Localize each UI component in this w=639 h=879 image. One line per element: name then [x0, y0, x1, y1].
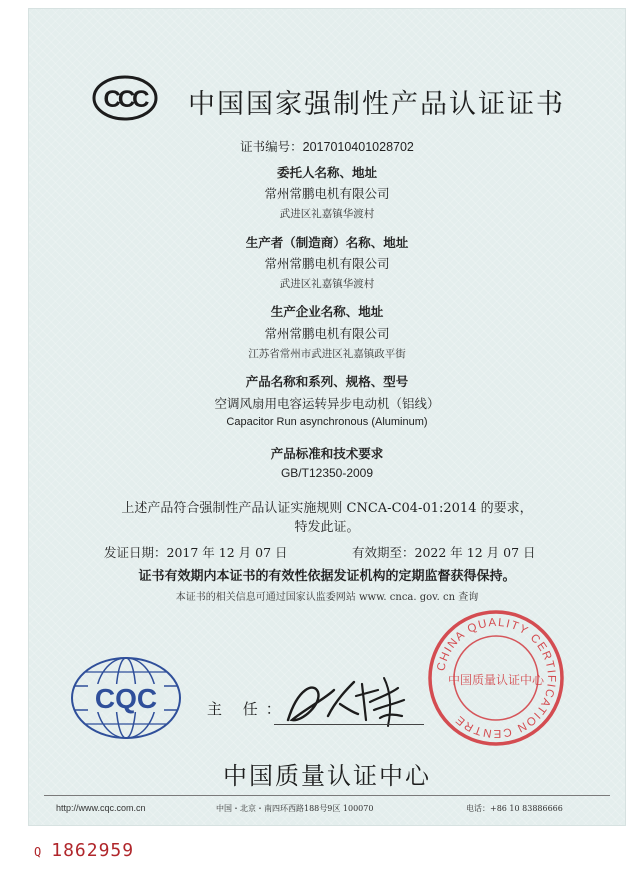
certificate-number-row: [28, 137, 626, 155]
ccc-logo-text: CCC: [103, 86, 147, 113]
certification-seal: [426, 608, 566, 748]
validity-note: 证书有效期内本证书的有效性依据发证机构的定期监督获得保持。: [138, 569, 516, 584]
certificate-title: 中国国家强制性产品认证证书: [188, 89, 565, 120]
footer-telephone: 电话：+86 10 83886666: [466, 804, 563, 813]
product-name-cn: 空调风扇用电容运转异步电动机（铝线）: [214, 396, 440, 411]
applicant-address: 武进区礼嘉镇华渡村: [279, 208, 375, 220]
factory-address: 江苏省常州市武进区礼嘉镇政平街: [248, 348, 406, 360]
cqc-logo-text: CQC: [94, 683, 158, 714]
manufacturer-address: 武进区礼嘉镇华渡村: [279, 278, 375, 290]
applicant-name: 常州常鹏电机有限公司: [264, 186, 390, 201]
issuing-organization: 中国质量认证中心: [223, 762, 431, 790]
ccc-logo: [92, 74, 158, 122]
factory-name: 常州常鹏电机有限公司: [264, 326, 390, 341]
manufacturer-name: 常州常鹏电机有限公司: [264, 256, 390, 271]
expiry-date-group: [352, 543, 536, 561]
factory-heading: 生产企业名称、地址: [270, 304, 384, 319]
certificate-sheet: [28, 8, 626, 826]
product-name-en: Capacitor Run asynchronous (Aluminum): [226, 416, 428, 428]
serial-number: 1862959: [51, 840, 135, 861]
expiry-date: 2022 年 12 月 07 日: [414, 545, 536, 560]
manufacturer-heading: 生产者（制造商）名称、地址: [245, 235, 409, 250]
cqc-logo: [66, 648, 186, 748]
serial-prefix: Q: [34, 845, 42, 859]
footer-address: 中国・北京・南四环西路188号9区 100070: [216, 804, 374, 813]
applicant-heading: 委托人名称、地址: [276, 165, 377, 180]
signature-line: [274, 724, 424, 725]
expiry-date-label: 有效期至：: [352, 545, 415, 560]
serial-number-row: [34, 840, 134, 861]
issue-date-label: 发证日期：: [104, 545, 167, 560]
standard-heading: 产品标准和技术要求: [270, 446, 384, 461]
issue-date: 2017 年 12 月 07 日: [166, 545, 288, 560]
footer-divider: [44, 795, 610, 796]
footer-url: http://www.cqc.com.cn: [56, 803, 146, 813]
compliance-statement-end: 特发此证。: [294, 520, 360, 535]
director-label: 主 任：: [207, 700, 289, 718]
certificate-number-label: 证书编号：: [240, 139, 303, 154]
seal-inner-text: 中国质量认证中心: [447, 673, 545, 687]
seal-ring-text: CHINA QUALITY CERTIFICATION CENTRE: [435, 616, 558, 740]
compliance-statement: 上述产品符合强制性产品认证实施规则 CNCA-C04-01:2014 的要求，: [121, 501, 533, 516]
issue-date-group: [104, 543, 288, 561]
certificate-number: 2017010401028702: [302, 140, 414, 154]
standard-code: GB/T12350-2009: [280, 466, 374, 480]
product-heading: 产品名称和系列、规格、型号: [245, 374, 409, 389]
info-note: 本证书的相关信息可通过国家认监委网站 www. cnca. gov. cn 查询: [175, 592, 479, 603]
director-signature: [274, 670, 424, 736]
